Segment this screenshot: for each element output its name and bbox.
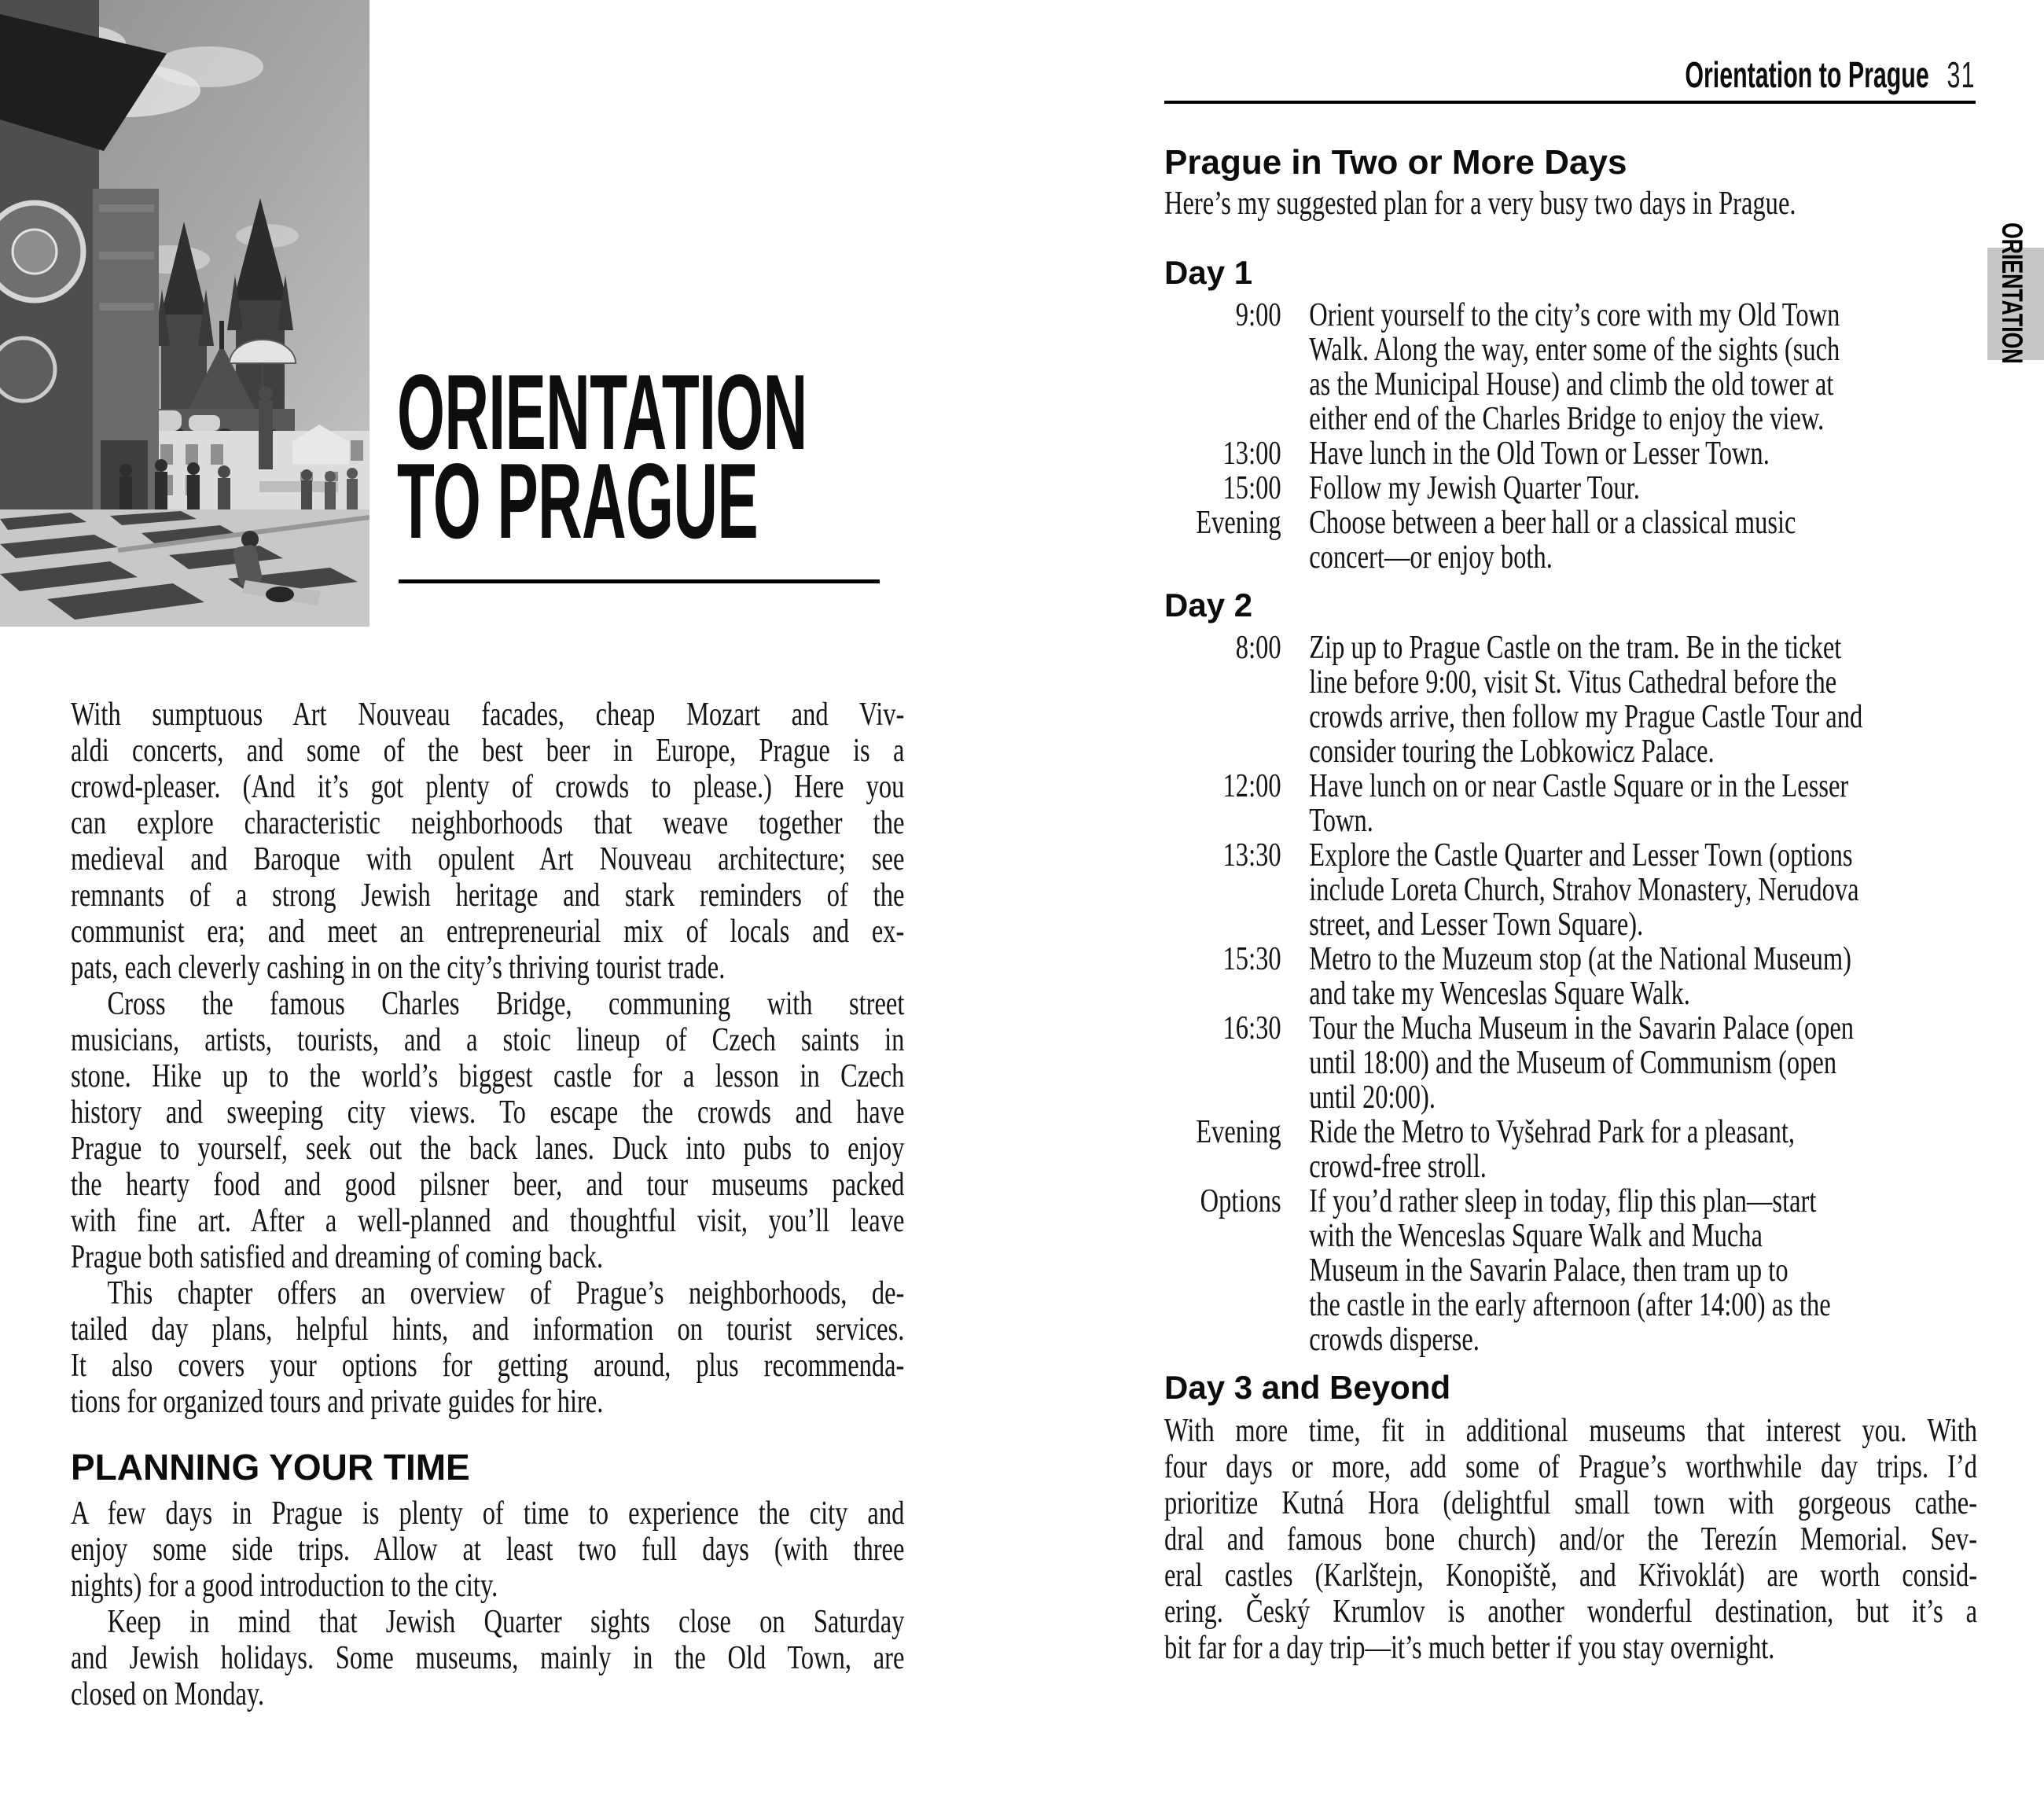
text-line: until 20:00).	[1309, 1080, 1436, 1116]
text-line: Zip up to Prague Castle on the tram. Be in the ticket	[1309, 630, 1842, 666]
text-line: Explore the Castle Quarter and Lesser Town (options	[1309, 837, 1853, 874]
text-line: Prague both satisfied and dreaming of coming back.	[71, 1239, 604, 1275]
schedule-description	[1309, 1011, 1972, 1115]
text-line: Cross the famous Charles Bridge, communing with street	[107, 986, 905, 1022]
day-heading-label: Day 2	[1164, 587, 1253, 623]
schedule-item	[1164, 1011, 1977, 1115]
planning-your-time-label: PLANNING YOUR TIME	[71, 1447, 470, 1488]
text-line: crowds disperse.	[1309, 1322, 1480, 1358]
day-heading-label: Day 1	[1164, 254, 1253, 291]
text-line: either end of the Charles Bridge to enjoy the view.	[1309, 401, 1825, 437]
text-line: with the Wenceslas Square Walk and Mucha	[1309, 1218, 1763, 1254]
chapter-title-line2: TO PRAGUE	[397, 441, 759, 561]
text-line: until 18:00) and the Museum of Communism (open	[1309, 1045, 1837, 1081]
text-line: ering. Český Krumlov is another wonderful destination, but it’s a	[1164, 1594, 1978, 1630]
text-line: remnants of a strong Jewish heritage and stark reminders of the	[71, 877, 905, 914]
text-line: communist era; and meet an entrepreneurial mix of locals and ex-	[71, 914, 905, 950]
schedule-description	[1309, 1115, 1972, 1184]
schedule-item	[1164, 1184, 1977, 1357]
schedule-item	[1164, 631, 1977, 769]
text-line: Orient yourself to the city’s core with my Old Town	[1309, 297, 1840, 333]
schedule-description	[1309, 506, 1972, 575]
schedule-time: 15:00	[1222, 470, 1281, 506]
schedule-description	[1309, 769, 1972, 838]
schedule-time: 12:00	[1222, 768, 1281, 804]
paragraph	[1164, 1413, 1977, 1666]
chapter-tab-label: ORIENTATION	[1996, 223, 2028, 364]
schedule-time: 13:00	[1222, 436, 1281, 472]
old-town-square-photo	[0, 0, 369, 627]
paragraph	[71, 1275, 904, 1420]
schedule-time: 15:30	[1222, 941, 1281, 977]
text-line: nights) for a good introduction to the city.	[71, 1568, 498, 1604]
schedule-time: Evening	[1196, 505, 1281, 541]
day-heading	[1164, 255, 1977, 291]
chapter-title-line1: ORIENTATION	[397, 352, 807, 472]
text-line: and take my Wenceslas Square Walk.	[1309, 976, 1690, 1012]
day-heading	[1164, 1370, 1977, 1406]
schedule-item	[1164, 1115, 1977, 1184]
text-line: If you’d rather sleep in today, flip this plan—start	[1309, 1183, 1817, 1219]
planning-your-time-heading	[71, 1447, 904, 1488]
text-line: closed on Monday.	[71, 1676, 265, 1712]
text-line: Tour the Mucha Museum in the Savarin Palace (open	[1309, 1010, 1855, 1046]
text-line: With sumptuous Art Nouveau facades, cheap Mozart and Viv-	[71, 697, 905, 733]
text-line: consider touring the Lobkowicz Palace.	[1309, 734, 1715, 770]
paragraph	[71, 1604, 904, 1712]
text-line: prioritize Kutná Hora (delightful small town with gorgeous cathe-	[1164, 1485, 1978, 1521]
text-line: four days or more, add some of Prague’s worthwhile day trips. I’d	[1164, 1449, 1978, 1485]
text-line: history and sweeping city views. To escape the crowds and have	[71, 1094, 905, 1131]
day-heading-label: Day 3 and Beyond	[1164, 1369, 1451, 1406]
text-line: crowds arrive, then follow my Prague Castle Tour and	[1309, 699, 1863, 735]
text-line: dral and famous bone church) and/or the Terezín Memorial. Sev-	[1164, 1521, 1978, 1558]
text-line: can explore characteristic neighborhoods that weave together the	[71, 805, 905, 841]
text-line: Town.	[1309, 803, 1373, 839]
section-intro-line: Here’s my suggested plan for a very busy two days in Prague.	[1164, 186, 1796, 222]
section-heading	[1164, 143, 1977, 182]
text-line: Have lunch in the Old Town or Lesser Town.	[1309, 436, 1770, 472]
text-line: the castle in the early afternoon (after 14:00) as the	[1309, 1287, 1831, 1323]
planning-paragraphs	[71, 1495, 904, 1712]
schedule-item	[1164, 838, 1977, 942]
text-line: bit far for a day trip—it’s much better if you stay overnight.	[1164, 1630, 1775, 1666]
text-line: concert—or enjoy both.	[1309, 539, 1553, 576]
clock-tower	[0, 0, 167, 550]
schedule-item	[1164, 298, 1977, 436]
day-plan-sections	[1164, 255, 1977, 1666]
page-number: 31	[1947, 54, 1976, 95]
running-header-title: Orientation to Prague	[1685, 54, 1929, 95]
text-line: A few days in Prague is plenty of time to experience the city and	[71, 1495, 905, 1532]
text-line: with fine art. After a well-planned and thoughtful visit, you’ll leave	[71, 1203, 905, 1239]
left-column	[71, 697, 904, 1712]
text-line: crowd-pleaser. (And it’s got plenty of crowds to please.) Here you	[71, 769, 905, 805]
schedule-item	[1164, 769, 1977, 838]
schedule-item	[1164, 506, 1977, 575]
text-line: Metro to the Muzeum stop (at the National Museum)	[1309, 941, 1851, 977]
text-line: aldi concerts, and some of the best beer in Europe, Prague is a	[71, 733, 905, 769]
text-line: This chapter offers an overview of Prague’s neighborhoods, de-	[107, 1275, 905, 1311]
running-header	[1164, 53, 1976, 96]
paragraph	[71, 1495, 904, 1604]
text-line: street, and Lesser Town Square).	[1309, 907, 1644, 943]
schedule-description	[1309, 298, 1972, 436]
text-line: Have lunch on or near Castle Square or in the Lesser	[1309, 768, 1849, 804]
paragraph	[71, 986, 904, 1275]
header-rule	[1164, 101, 1976, 104]
schedule-description	[1309, 838, 1972, 942]
text-line: It also covers your options for getting around, plus recommenda-	[71, 1348, 905, 1384]
chapter-title	[397, 352, 807, 561]
text-line: With more time, fit in additional museums that interest you. With	[1164, 1413, 1978, 1449]
intro-paragraphs	[71, 697, 904, 1420]
schedule-item	[1164, 471, 1977, 506]
schedule-time: 9:00	[1235, 297, 1281, 333]
schedule-description	[1309, 1184, 1972, 1357]
day-heading	[1164, 587, 1977, 623]
text-line: the hearty food and good pilsner beer, and tour museums packed	[71, 1167, 905, 1203]
text-line: line before 9:00, visit St. Vitus Cathedral before the	[1309, 664, 1837, 701]
text-line: medieval and Baroque with opulent Art Nouveau architecture; see	[71, 841, 905, 877]
text-line: enjoy some side trips. Allow at least two full days (with three	[71, 1532, 905, 1568]
text-line: Ride the Metro to Vyšehrad Park for a pleasant,	[1309, 1114, 1796, 1150]
text-line: Keep in mind that Jewish Quarter sights close on Saturday	[107, 1604, 905, 1640]
text-line: include Loreta Church, Strahov Monastery, Nerudova	[1309, 872, 1859, 908]
schedule-description	[1309, 436, 1972, 471]
text-line: eral castles (Karlštejn, Konopiště, and Křivoklát) are worth consid-	[1164, 1558, 1978, 1594]
paragraph	[71, 697, 904, 986]
text-line: musicians, artists, tourists, and a stoic lineup of Czech saints in	[71, 1022, 905, 1058]
schedule-time: Evening	[1196, 1114, 1281, 1150]
text-line: as the Municipal House) and climb the old tower at	[1309, 366, 1834, 403]
text-line: tailed day plans, helpful hints, and information on tourist services.	[71, 1311, 905, 1348]
right-column	[1164, 143, 1977, 1666]
text-line: and Jewish holidays. Some museums, mainly in the Old Town, are	[71, 1640, 905, 1676]
text-line: Prague to yourself, seek out the back lanes. Duck into pubs to enjoy	[71, 1131, 905, 1167]
text-line: tions for organized tours and private guides for hire.	[71, 1384, 604, 1420]
schedule-time: 8:00	[1235, 630, 1281, 666]
schedule-description	[1309, 471, 1972, 506]
text-line: crowd-free stroll.	[1309, 1149, 1487, 1185]
schedule-description	[1309, 631, 1972, 769]
schedule-description	[1309, 942, 1972, 1011]
text-line: stone. Hike up to the world’s biggest castle for a lesson in Czech	[71, 1058, 905, 1094]
schedule-time: Options	[1200, 1183, 1281, 1219]
text-line: Museum in the Savarin Palace, then tram up to	[1309, 1252, 1788, 1289]
text-line: Choose between a beer hall or a classical music	[1309, 505, 1796, 541]
schedule-time: 13:30	[1222, 837, 1281, 874]
schedule-time: 16:30	[1222, 1010, 1281, 1046]
text-line: Walk. Along the way, enter some of the sights (such	[1309, 332, 1840, 368]
schedule-item	[1164, 942, 1977, 1011]
schedule-item	[1164, 436, 1977, 471]
text-line: pats, each cleverly cashing in on the city’s thriving tourist trade.	[71, 950, 726, 986]
chapter-title-underline	[399, 579, 880, 583]
photo-illustration	[0, 0, 369, 627]
text-line: Follow my Jewish Quarter Tour.	[1309, 470, 1640, 506]
section-heading-label: Prague in Two or More Days	[1164, 143, 1627, 182]
